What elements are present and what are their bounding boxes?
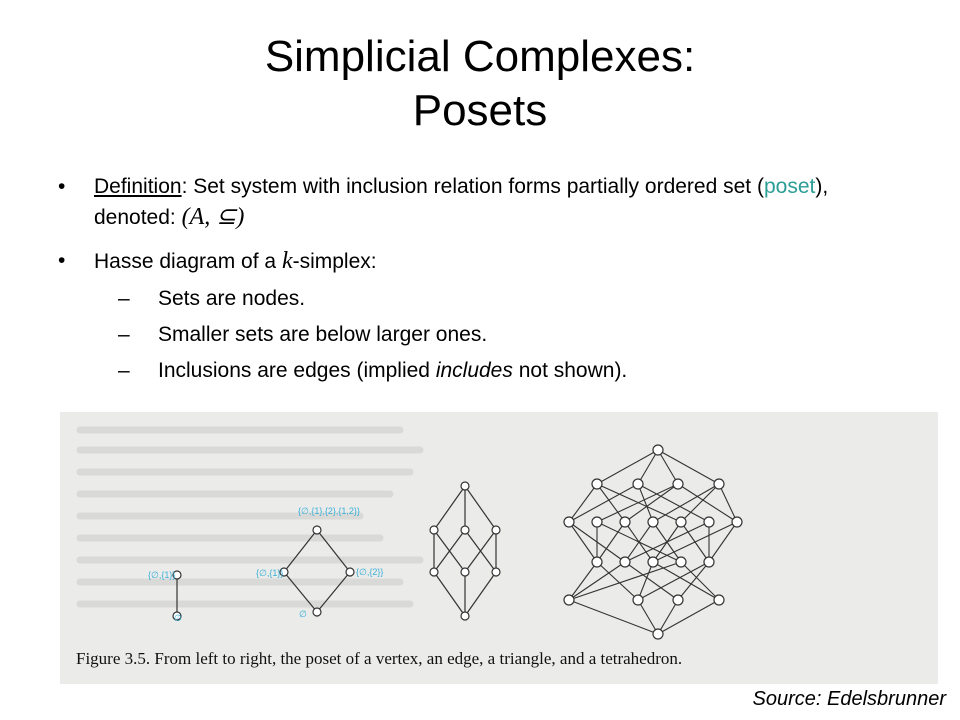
edge-bottom-label: ∅: [299, 609, 307, 619]
includes-word: includes: [435, 359, 513, 382]
subbullet-dash: –: [118, 323, 130, 346]
title-line-1: Simplicial Complexes:: [264, 32, 696, 81]
poset-node: [430, 568, 438, 576]
poset-node: [704, 557, 714, 567]
vertex-top-label: {∅,{1}}: [148, 570, 176, 580]
poset-node: [313, 608, 321, 616]
poset-term: poset: [763, 175, 816, 198]
poset-node: [461, 568, 469, 576]
poset-node: [492, 526, 500, 534]
poset-node: [461, 482, 469, 490]
subbullet-text: Smaller sets are below larger ones.: [158, 323, 488, 346]
poset-node: [714, 595, 724, 605]
subbullet-dash: –: [118, 287, 130, 310]
title-line-2: Posets: [412, 86, 548, 135]
poset-node: [676, 517, 686, 527]
poset-node: [714, 479, 724, 489]
poset-node: [673, 479, 683, 489]
poset-node: [461, 526, 469, 534]
bullet-dot: •: [58, 249, 66, 272]
poset-node: [592, 479, 602, 489]
poset-node: [633, 479, 643, 489]
faded-text-lines: [80, 430, 420, 604]
poset-node: [461, 612, 469, 620]
hasse-text-a: Hasse diagram of a: [94, 250, 282, 273]
poset-node: [653, 445, 663, 455]
edge-right-label: {∅,{2}}: [356, 567, 384, 577]
definition-label: Definition: [94, 175, 182, 198]
poset-node: [653, 629, 663, 639]
edge-top-label: {∅,{1},{2},{1,2}}: [298, 506, 360, 516]
poset-node: [704, 517, 714, 527]
poset-node: [564, 517, 574, 527]
vertex-bottom-label: ∅: [174, 613, 182, 623]
poset-node: [313, 526, 321, 534]
edges-text-a: Inclusions are edges (implied: [158, 359, 436, 382]
bullet-dot: •: [58, 175, 66, 198]
poset-node: [492, 568, 500, 576]
poset-node: [430, 526, 438, 534]
poset-node: [633, 595, 643, 605]
hasse-text-b: -simplex:: [292, 250, 377, 273]
poset-node: [346, 568, 354, 576]
bullet-hasse-text: [94, 246, 914, 277]
poset-node: [732, 517, 742, 527]
poset-node: [673, 595, 683, 605]
tetrahedron-poset: [569, 450, 737, 634]
poset-notation: (A, ⊆): [181, 204, 245, 230]
slide-title: [0, 30, 960, 138]
poset-node: [648, 517, 658, 527]
subbullet-text: Sets are nodes.: [158, 287, 306, 310]
edge-left-label: {∅,{1}}: [256, 568, 284, 578]
definition-text-b: ), denoted:: [94, 175, 829, 229]
subbullet-text: [158, 356, 918, 386]
poset-node: [564, 595, 574, 605]
source-credit: Source: Edelsbrunner: [752, 688, 946, 710]
poset-node: [648, 557, 658, 567]
scanned-figure: [60, 412, 938, 684]
poset-node: [620, 517, 630, 527]
edges-text-b: not shown).: [512, 359, 628, 382]
tetrahedron-nodes: [564, 445, 742, 639]
subbullet-dash: –: [118, 359, 130, 382]
hasse-diagrams: [60, 412, 938, 684]
bullet-definition-text: [94, 172, 914, 233]
poset-node: [676, 557, 686, 567]
definition-text-a: : Set system with inclusion relation forms partially ordered set (: [181, 175, 764, 198]
poset-node: [592, 557, 602, 567]
figure-caption: Figure 3.5. From left to right, the poset of a vertex, an edge, a triangle, and a tetrahedron.: [76, 649, 683, 668]
poset-node: [592, 517, 602, 527]
poset-node: [620, 557, 630, 567]
triangle-poset: [434, 486, 496, 616]
k-variable: k: [281, 248, 293, 274]
